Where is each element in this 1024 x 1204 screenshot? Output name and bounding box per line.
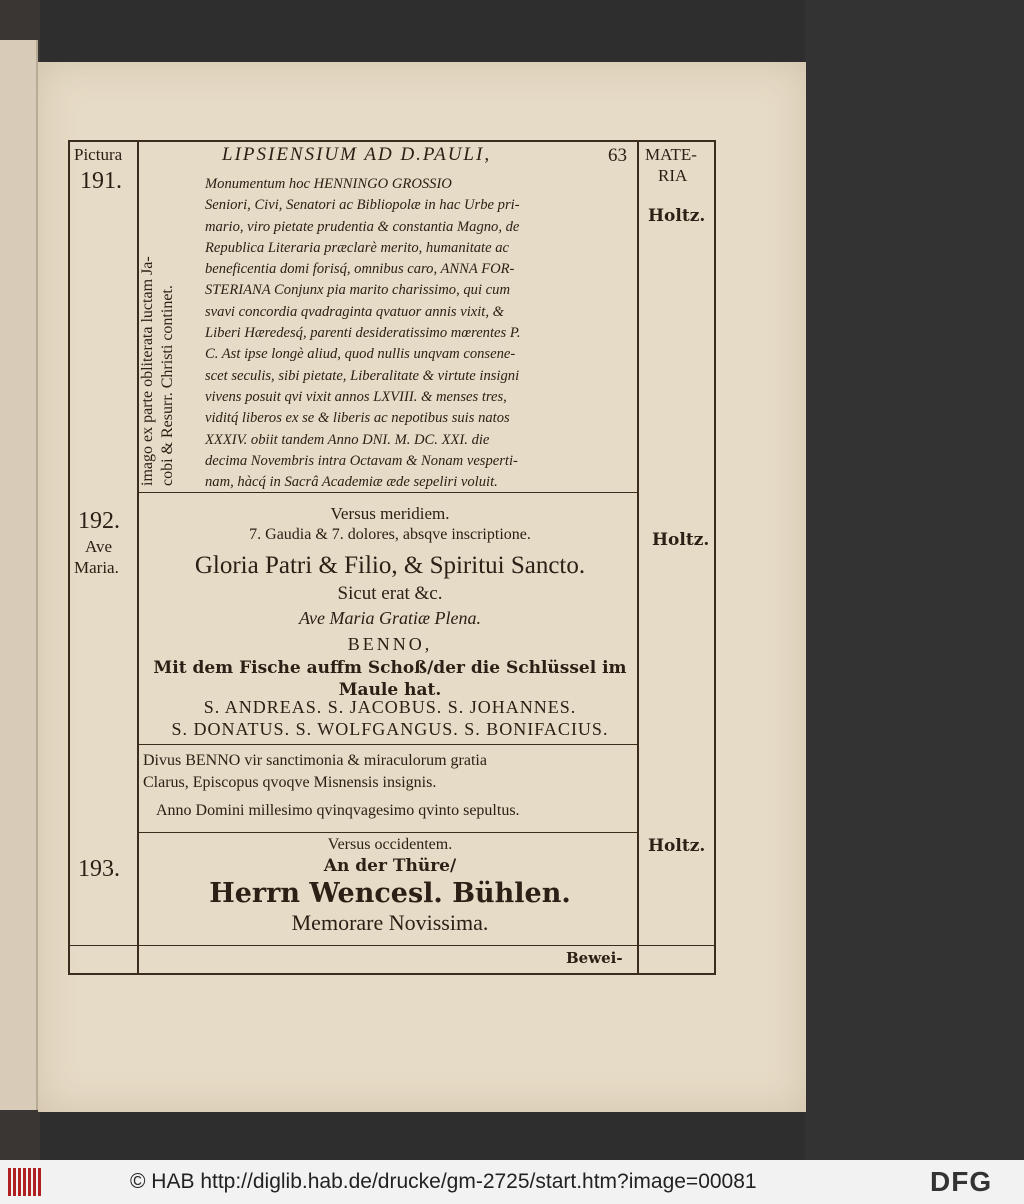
- material-191: Holtz.: [648, 206, 706, 226]
- vertical-caption: [138, 256, 178, 486]
- divus-line-2: Clarus, Episcopus qvoqve Misnensis insignis.: [143, 774, 437, 791]
- fisch-line-2: Maule hat.: [338, 680, 442, 700]
- material-192: Holtz.: [652, 530, 710, 550]
- inscription-line: Republica Literaria præclarè merito, humanitate ac: [205, 239, 510, 256]
- inscription-line: beneficentia domi forisq́, omnibus caro, ANNA FOR-: [205, 261, 515, 278]
- inscription-line: viditq́ liberos ex se & liberis ac nepotibus suis natos: [205, 410, 510, 427]
- hab-logo-icon: [8, 1168, 48, 1196]
- inscription-line: decima Novembris intra Octavam & Nonam vesperti-: [205, 452, 518, 469]
- inscription-line: STERIANA Conjunx pia marito charissimo, qui cum: [205, 282, 510, 299]
- material-193: Holtz.: [648, 836, 706, 856]
- viewer-footer: [0, 1160, 1024, 1204]
- inscription-191: [205, 174, 635, 493]
- materia-label-2: RIA: [658, 166, 688, 185]
- divider-benno: [137, 744, 637, 745]
- copyright-link[interactable]: © HAB http://diglib.hab.de/drucke/gm-2725/start.htm?image=00081: [130, 1170, 757, 1193]
- running-title: LIPSIENSIUM AD D.PAULI,: [222, 144, 492, 165]
- entry-number-193: 193.: [78, 856, 120, 882]
- inscription-line: svavi concordia qvadraginta qvatuor annis vixit, &: [205, 303, 504, 320]
- materia-label-1: MATE-: [645, 145, 697, 164]
- dfg-logo: DFG: [930, 1166, 993, 1197]
- inscription-line: XXXIV. obiit tandem Anno DNI. M. DC. XXI. die: [205, 431, 490, 448]
- inscription-line: Monumentum hoc HENNINGO GROSSIO: [205, 176, 452, 192]
- inscription-line: nam, hàcq́ in Sacrâ Academiæ æde sepeliri voluit.: [205, 474, 498, 491]
- entry-number-192: 192.: [78, 508, 120, 534]
- vertical-caption-line-1: imago ex parte obliterata luctam Ja-: [139, 256, 156, 486]
- gaudia-line: 7. Gaudia & 7. dolores, absqve inscriptione.: [249, 526, 531, 543]
- heading-meridiem: Versus meridiem.: [330, 504, 450, 523]
- divus-line-1: Divus BENNO vir sanctimonia & miraculorum gratia: [143, 752, 487, 769]
- inscription-line: Liberi Hæredesq́, parenti desideratissimo mœrentes P.: [205, 325, 521, 342]
- inscription-line: scet seculis, sibi pietate, Liberalitate & virtute insigni: [205, 367, 520, 384]
- catchword: Bewei-: [566, 949, 623, 967]
- inscription-line: Seniori, Civi, Senatori ac Bibliopolæ in hac Urbe pri-: [205, 197, 520, 214]
- anno-line: Anno Domini millesimo qvinqvagesimo qvinto sepultus.: [156, 802, 520, 819]
- vertical-caption-line-2: cobi & Resurr. Christi continet.: [159, 285, 176, 486]
- fisch-line-1: Mit dem Fische auffm Schoß/der die Schlüssel im: [153, 658, 627, 678]
- benno-line: BENNO,: [347, 634, 433, 654]
- gloria-line: Gloria Patri & Filio, & Spiritui Sancto.: [194, 552, 586, 579]
- page-number: 63: [608, 145, 627, 166]
- previous-page-edge: [0, 40, 38, 1110]
- name-line: Herrn Wencesl. Bühlen.: [209, 878, 571, 909]
- saints-line-2: S. DONATUS. S. WOLFGANGUS. S. BONIFACIUS.: [171, 719, 609, 739]
- divider-193: [68, 945, 716, 946]
- memorare-line: Memorare Novissima.: [291, 910, 489, 935]
- ave-line: Ave Maria Gratiæ Plena.: [299, 608, 481, 628]
- right-background: [805, 0, 1024, 1160]
- entry-number-191: 191.: [80, 168, 122, 194]
- heading-occidentem: Versus occidentem.: [327, 836, 453, 853]
- pictura-label: Pictura: [74, 145, 123, 164]
- ave-label: Ave: [85, 537, 113, 556]
- inscription-line: C. Ast ipse longè aliud, quod nullis unqvam consene-: [205, 346, 516, 363]
- inscription-line: mario, viro pietate prudentia & constantia Magno, de: [205, 218, 520, 235]
- thure-line: An der Thüre/: [323, 856, 457, 876]
- inscription-line: vivens posuit qvi vixit annos LXVIII. & menses tres,: [205, 388, 507, 405]
- maria-label: Maria.: [74, 558, 119, 577]
- sicut-line: Sicut erat &c.: [337, 583, 443, 604]
- divider-192: [137, 832, 637, 833]
- saints-line-1: S. ANDREAS. S. JACOBUS. S. JOHANNES.: [203, 697, 577, 717]
